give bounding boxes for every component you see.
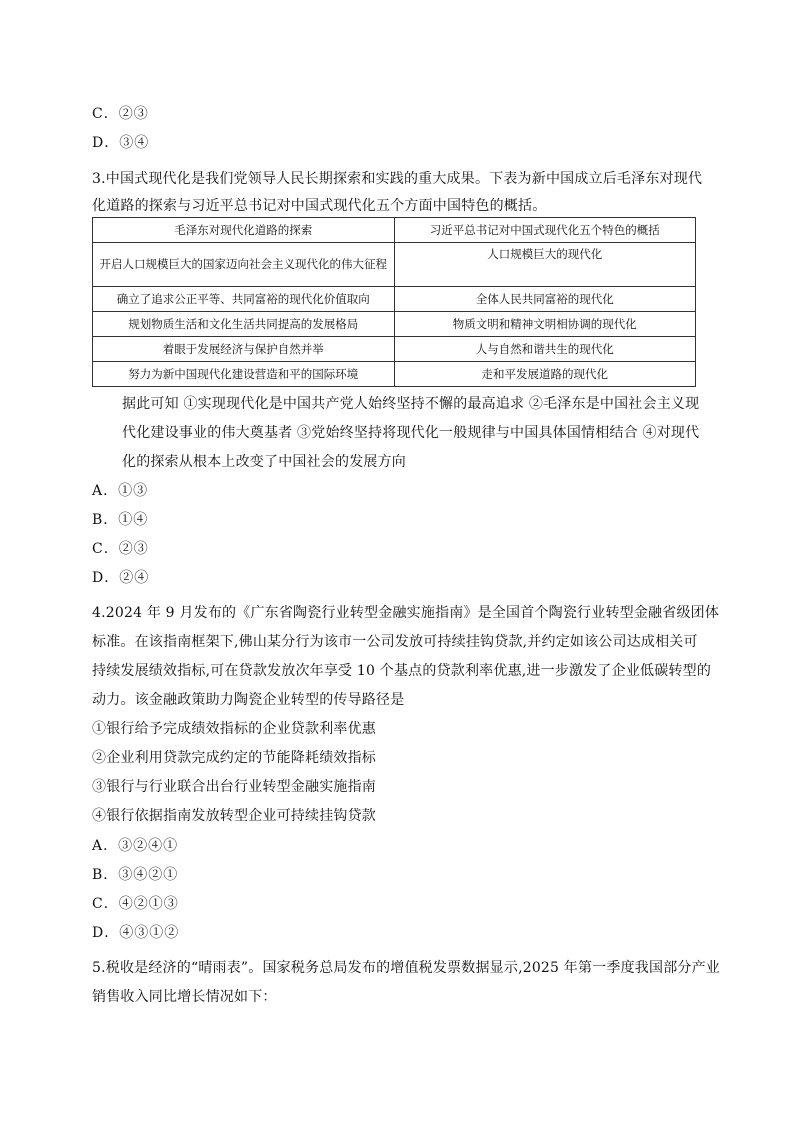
q3-stem-line-1: 3.中国式现代化是我们党领导人民长期探索和实践的重大成果。下表为新中国成立后毛泽东对现代 <box>92 171 703 187</box>
q4-option-b[interactable]: B．③④②① <box>92 867 179 883</box>
table-cell-mao: 努力为新中国现代化建设营造和平的国际环境 <box>93 362 395 387</box>
q3-inference-line-3: 化的探索从根本上改变了中国社会的发展方向 <box>122 454 406 470</box>
q4-item-3: ③银行与行业联合出台行业转型金融实施指南 <box>92 779 376 795</box>
q5-stem-line-2: 销售收入同比增长情况如下： <box>92 989 277 1005</box>
table-cell-xi: 人口规模巨大的现代化 <box>394 243 696 287</box>
table-row <box>93 362 696 387</box>
q4-item-1: ①银行给予完成绩效指标的企业贷款利率优惠 <box>92 721 376 737</box>
q3-option-b[interactable]: B．①④ <box>92 512 149 528</box>
q4-option-d[interactable]: D．④③①② <box>92 925 180 941</box>
q4-stem-line-3: 持续发展绩效指标,可在贷款发放次年享受 10 个基点的贷款利率优惠,进一步激发了企业低碳转型的 <box>92 663 712 679</box>
table-cell-mao: 确立了追求公正平等、共同富裕的现代化价值取向 <box>93 287 395 312</box>
q4-stem-line-1: 4.2024 年 9 月发布的《广东省陶瓷行业转型金融实施指南》是全国首个陶瓷行业转型金融省级团体 <box>92 605 720 621</box>
q3-option-c[interactable]: C．②③ <box>92 541 149 557</box>
q3-option-a[interactable]: A．①③ <box>92 483 149 499</box>
table-row <box>93 287 696 312</box>
table-header-xi: 习近平总书记对中国式现代化五个特色的概括 <box>394 218 696 243</box>
q4-item-4: ④银行依据指南发放转型企业可持续挂钩贷款 <box>92 808 376 824</box>
table-header-row <box>93 218 696 243</box>
table-header-mao: 毛泽东对现代化道路的探索 <box>93 218 395 243</box>
table-cell-mao: 开启人口规模巨大的国家迈向社会主义现代化的伟大征程 <box>93 243 395 287</box>
q3-inference-line-1: 据此可知 ①实现现代化是中国共产党人始终坚持不懈的最高追求 ②毛泽东是中国社会主义现 <box>122 396 700 412</box>
option-c-prev: C．②③ <box>92 106 149 122</box>
table-cell-mao: 规划物质生活和文化生活共同提高的发展格局 <box>93 312 395 337</box>
q4-item-2: ②企业利用贷款完成约定的节能降耗绩效指标 <box>92 750 376 766</box>
q4-option-a[interactable]: A．③②④① <box>92 838 179 854</box>
table-cell-xi: 人与自然和谐共生的现代化 <box>394 337 696 362</box>
option-d-prev: D．③④ <box>92 135 150 151</box>
q3-stem-line-2: 化道路的探索与习近平总书记对中国式现代化五个方面中国特色的概括。 <box>92 198 547 214</box>
table-cell-xi: 物质文明和精神文明相协调的现代化 <box>394 312 696 337</box>
q4-option-c[interactable]: C．④②①③ <box>92 896 179 912</box>
q5-stem-line-1: 5.税收是经济的“晴雨表”。国家税务总局发布的增值税发票数据显示,2025 年第一季度我国部分产业 <box>92 960 720 976</box>
table-row <box>93 312 696 337</box>
q4-stem-line-2: 标准。在该指南框架下,佛山某分行为该市一公司发放可持续挂钩贷款,并约定如该公司达成相关可 <box>92 634 698 650</box>
table-cell-xi: 走和平发展道路的现代化 <box>394 362 696 387</box>
q3-comparison-table <box>92 217 696 387</box>
q3-inference-line-2: 代化建设事业的伟大奠基者 ③党始终坚持将现代化一般规律与中国具体国情相结合 ④对现代 <box>122 425 700 441</box>
q4-stem-line-4: 动力。该金融政策助力陶瓷企业转型的传导路径是 <box>92 692 405 708</box>
table-row <box>93 337 696 362</box>
table-cell-xi: 全体人民共同富裕的现代化 <box>394 287 696 312</box>
table-row <box>93 243 696 287</box>
q3-option-d[interactable]: D．②④ <box>92 570 150 586</box>
table-cell-mao: 着眼于发展经济与保护自然并举 <box>93 337 395 362</box>
